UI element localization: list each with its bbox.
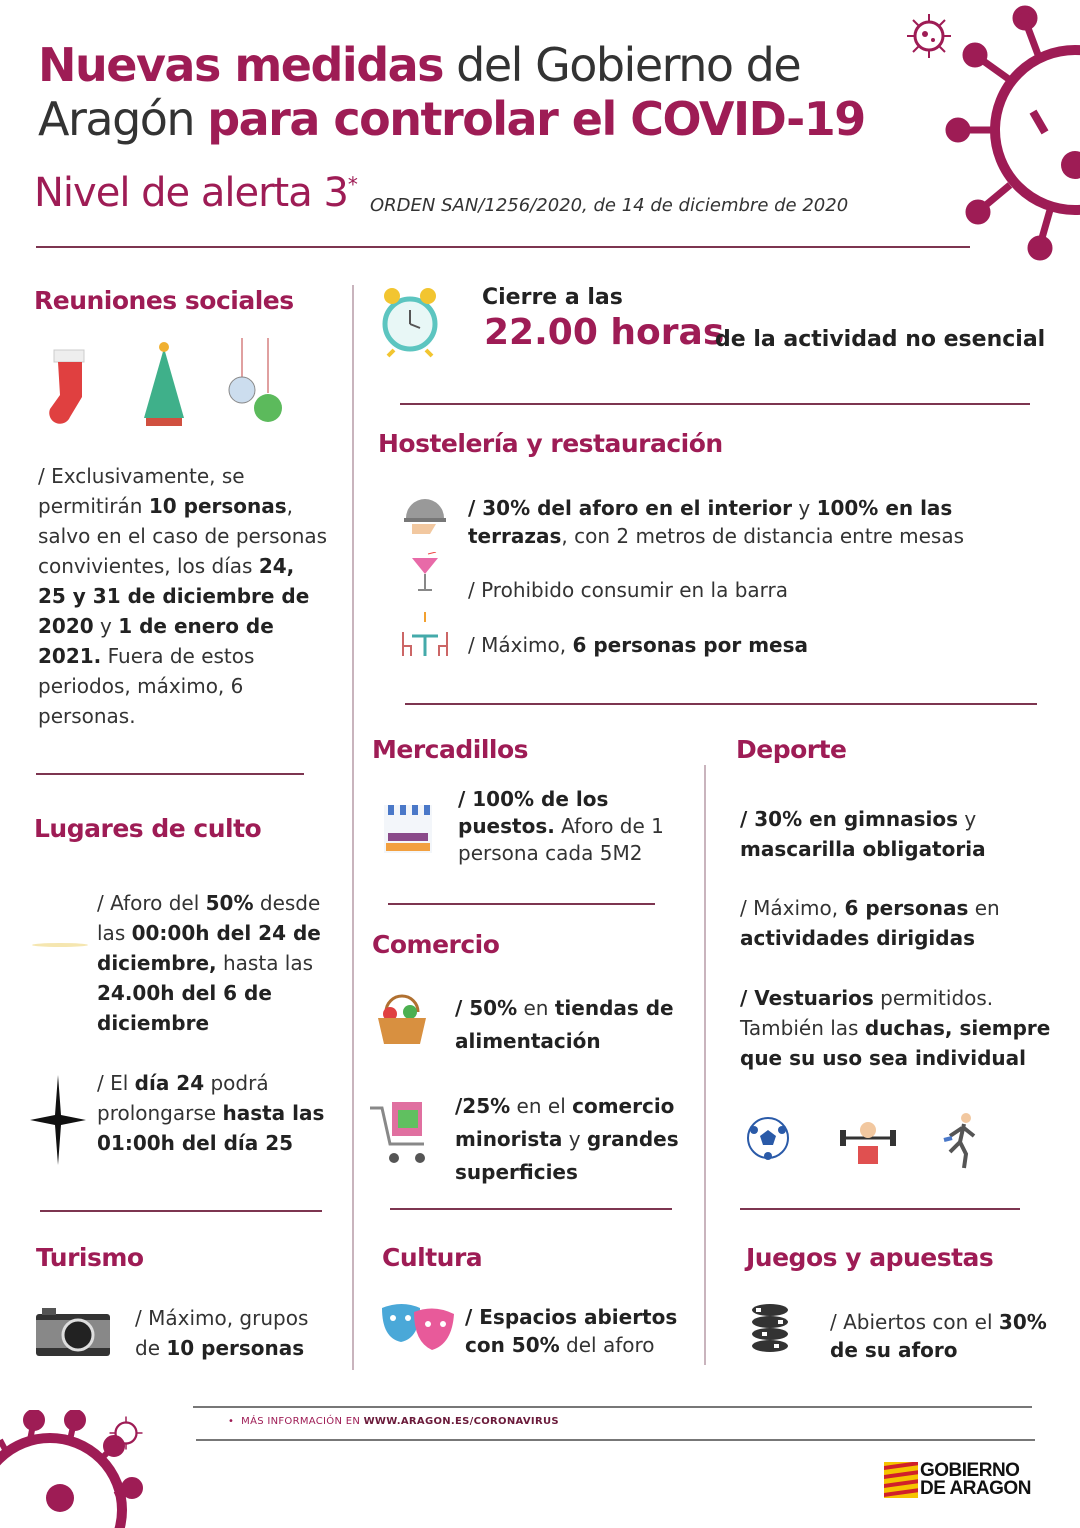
section-title-reuniones: Reuniones sociales xyxy=(34,286,294,315)
star-icon xyxy=(30,1075,86,1165)
text: / Máximo, xyxy=(468,633,573,657)
bold-text: / 30% en gimnasios xyxy=(740,807,959,831)
deporte-text-2 xyxy=(740,893,1060,953)
bold-text: comercio minorista xyxy=(455,1094,675,1151)
bold-text: día 24 xyxy=(134,1071,205,1095)
culto-text-2 xyxy=(97,1068,337,1158)
cloche-icon xyxy=(402,492,448,536)
bold-text: para controlar el COVID-19 xyxy=(207,92,865,146)
section-title-turismo: Turismo xyxy=(36,1243,144,1272)
text: / Abiertos con el xyxy=(830,1310,999,1334)
gobierno-aragon-logo xyxy=(884,1462,1031,1498)
more-info-link[interactable]: WWW.ARAGON.ES/CORONAVIRUS xyxy=(363,1416,559,1427)
title-line-2 xyxy=(38,92,865,146)
text: del aforo xyxy=(559,1333,655,1357)
christmas-ornaments-icon xyxy=(226,338,286,428)
cocktail-icon xyxy=(410,552,440,594)
text: y xyxy=(93,614,119,638)
text: Aragón xyxy=(38,92,208,146)
alert-asterisk: * xyxy=(347,172,357,197)
text: , salvo en el caso de personas convivientes, los días xyxy=(38,494,328,578)
bold-text: duchas, siempre que su uso sea individual xyxy=(740,1016,1051,1070)
christmas-stocking-icon xyxy=(44,345,96,425)
bold-text: 1 de enero de 2021. xyxy=(38,614,274,668)
bold-text: 10 personas xyxy=(148,494,287,518)
text: y xyxy=(562,1127,587,1151)
section-title-culto: Lugares de culto xyxy=(34,814,262,843)
divider xyxy=(704,765,706,1365)
text: / Exclusivamente, se permitirán xyxy=(38,464,245,518)
culto-text-1 xyxy=(97,888,347,1038)
small-virus-icon xyxy=(108,1415,144,1451)
bold-text: grandes superficies xyxy=(455,1127,679,1184)
bold-text: / Espacios abiertos con 50% xyxy=(465,1305,678,1357)
bold-text: tiendas de alimentación xyxy=(455,996,674,1053)
grocery-basket-icon xyxy=(376,992,428,1046)
bold-text: / Vestuarios xyxy=(740,986,874,1010)
bold-text: 50% xyxy=(205,891,254,915)
divider xyxy=(40,1210,322,1212)
shopping-cart-icon xyxy=(368,1100,434,1166)
bold-text: 6 personas por mesa xyxy=(572,633,808,657)
bold-text: / 50% xyxy=(455,996,518,1020)
bold-text: 10 personas xyxy=(166,1336,305,1360)
bold-text: / 100% de los puestos. xyxy=(458,787,609,838)
text: Fuera de estos periodos, máximo, 6 personas. xyxy=(38,644,255,728)
deporte-text-3 xyxy=(740,983,1070,1073)
alert-level-text: Nivel de alerta 3 xyxy=(34,170,348,216)
text: y xyxy=(958,807,977,831)
text: / Aforo del xyxy=(97,891,206,915)
bold-text: /25% xyxy=(455,1094,511,1118)
divider xyxy=(400,403,1030,405)
bold-text: hasta las 01:00h del día 25 xyxy=(97,1101,325,1155)
closing-pre: Cierre a las xyxy=(482,285,623,310)
more-info xyxy=(228,1416,559,1427)
bold-text: mascarilla obligatoria xyxy=(740,837,986,861)
bold-text: 24, 25 y 31 de diciembre de 2020 xyxy=(38,554,310,638)
comercio-item-2 xyxy=(455,1090,695,1189)
cultura-text xyxy=(465,1303,695,1359)
hosteleria-item-1 xyxy=(468,494,1038,550)
bold-text: 100% en las terrazas xyxy=(468,496,953,548)
bold-text: Nuevas medidas xyxy=(38,38,444,92)
mercadillos-text xyxy=(458,786,688,867)
divider xyxy=(36,246,970,248)
text: del Gobierno de xyxy=(443,38,801,92)
divider xyxy=(193,1406,1032,1408)
small-virus-icon xyxy=(905,12,953,60)
section-title-deporte: Deporte xyxy=(736,735,847,764)
section-title-mercadillos: Mercadillos xyxy=(372,735,529,764)
soccer-ball-icon xyxy=(746,1116,790,1160)
virus-icon xyxy=(940,0,1080,270)
bold-text: / 30% del aforo en el interior xyxy=(468,496,792,520)
bold-text: 00:00h del 24 de diciembre, xyxy=(97,921,321,975)
hosteleria-item-2 xyxy=(468,575,1028,605)
alert-level xyxy=(34,170,357,216)
text: / Máximo, xyxy=(740,896,845,920)
section-title-hosteleria: Hostelería y restauración xyxy=(378,429,723,458)
theater-masks-icon xyxy=(380,1302,456,1354)
divider xyxy=(36,773,304,775)
sparkle-icon xyxy=(30,930,90,960)
closing-time: 22.00 horas xyxy=(484,312,725,353)
divider xyxy=(390,1208,672,1210)
bold-text: 30% de su aforo xyxy=(830,1310,1047,1362)
text: desde las xyxy=(97,891,321,945)
closing-post: de la actividad no esencial xyxy=(715,327,1046,352)
text: , con 2 metros de distancia entre mesas xyxy=(561,524,964,548)
text: en el xyxy=(510,1094,573,1118)
alarm-clock-icon xyxy=(380,284,440,358)
text: / El xyxy=(97,1071,135,1095)
section-title-juegos: Juegos y apuestas xyxy=(746,1243,994,1272)
camera-icon xyxy=(36,1308,110,1356)
deporte-text-1 xyxy=(740,804,1060,864)
text: en xyxy=(517,996,555,1020)
comercio-item-1 xyxy=(455,992,695,1058)
divider xyxy=(405,703,1037,705)
christmas-tree-icon xyxy=(136,340,192,428)
text: y xyxy=(792,496,817,520)
market-stall-icon xyxy=(382,803,434,855)
divider xyxy=(740,1208,1020,1210)
divider xyxy=(196,1439,1035,1441)
title-line-1 xyxy=(38,38,800,92)
divider xyxy=(388,903,655,905)
order-reference: ORDEN SAN/1256/2020, de 14 de diciembre de 2020 xyxy=(370,195,849,216)
table-chairs-icon xyxy=(400,612,450,660)
aragon-flag-icon xyxy=(884,1462,918,1498)
text: podrá prolongarse xyxy=(97,1071,269,1125)
text: permitidos. También las xyxy=(740,986,994,1040)
text: en xyxy=(968,896,1000,920)
turismo-text xyxy=(135,1303,335,1363)
text: / Máximo, grupos de xyxy=(135,1306,309,1360)
logo-line-1: GOBIERNO xyxy=(920,1460,1020,1481)
text: hasta las xyxy=(216,951,314,975)
text: Aforo de 1 persona cada 5M2 xyxy=(458,814,664,865)
section-title-comercio: Comercio xyxy=(372,930,500,959)
hosteleria-item-3 xyxy=(468,630,1028,660)
bold-text: actividades dirigidas xyxy=(740,926,975,950)
bullet: • xyxy=(228,1416,242,1427)
section-title-cultura: Cultura xyxy=(382,1243,483,1272)
text: / Prohibido consumir en la barra xyxy=(468,578,789,602)
weightlifter-icon xyxy=(838,1116,898,1166)
divider xyxy=(352,285,354,1370)
reuniones-text xyxy=(38,461,328,731)
bold-text: 6 personas xyxy=(844,896,969,920)
poker-chips-icon xyxy=(748,1302,792,1358)
bold-text: 24.00h del 6 de diciembre xyxy=(97,981,272,1035)
more-info-label: MÁS INFORMACIÓN EN xyxy=(241,1416,364,1427)
logo-line-2: DE ARAGON xyxy=(920,1478,1031,1499)
juegos-text xyxy=(830,1308,1050,1364)
runner-icon xyxy=(942,1112,978,1170)
